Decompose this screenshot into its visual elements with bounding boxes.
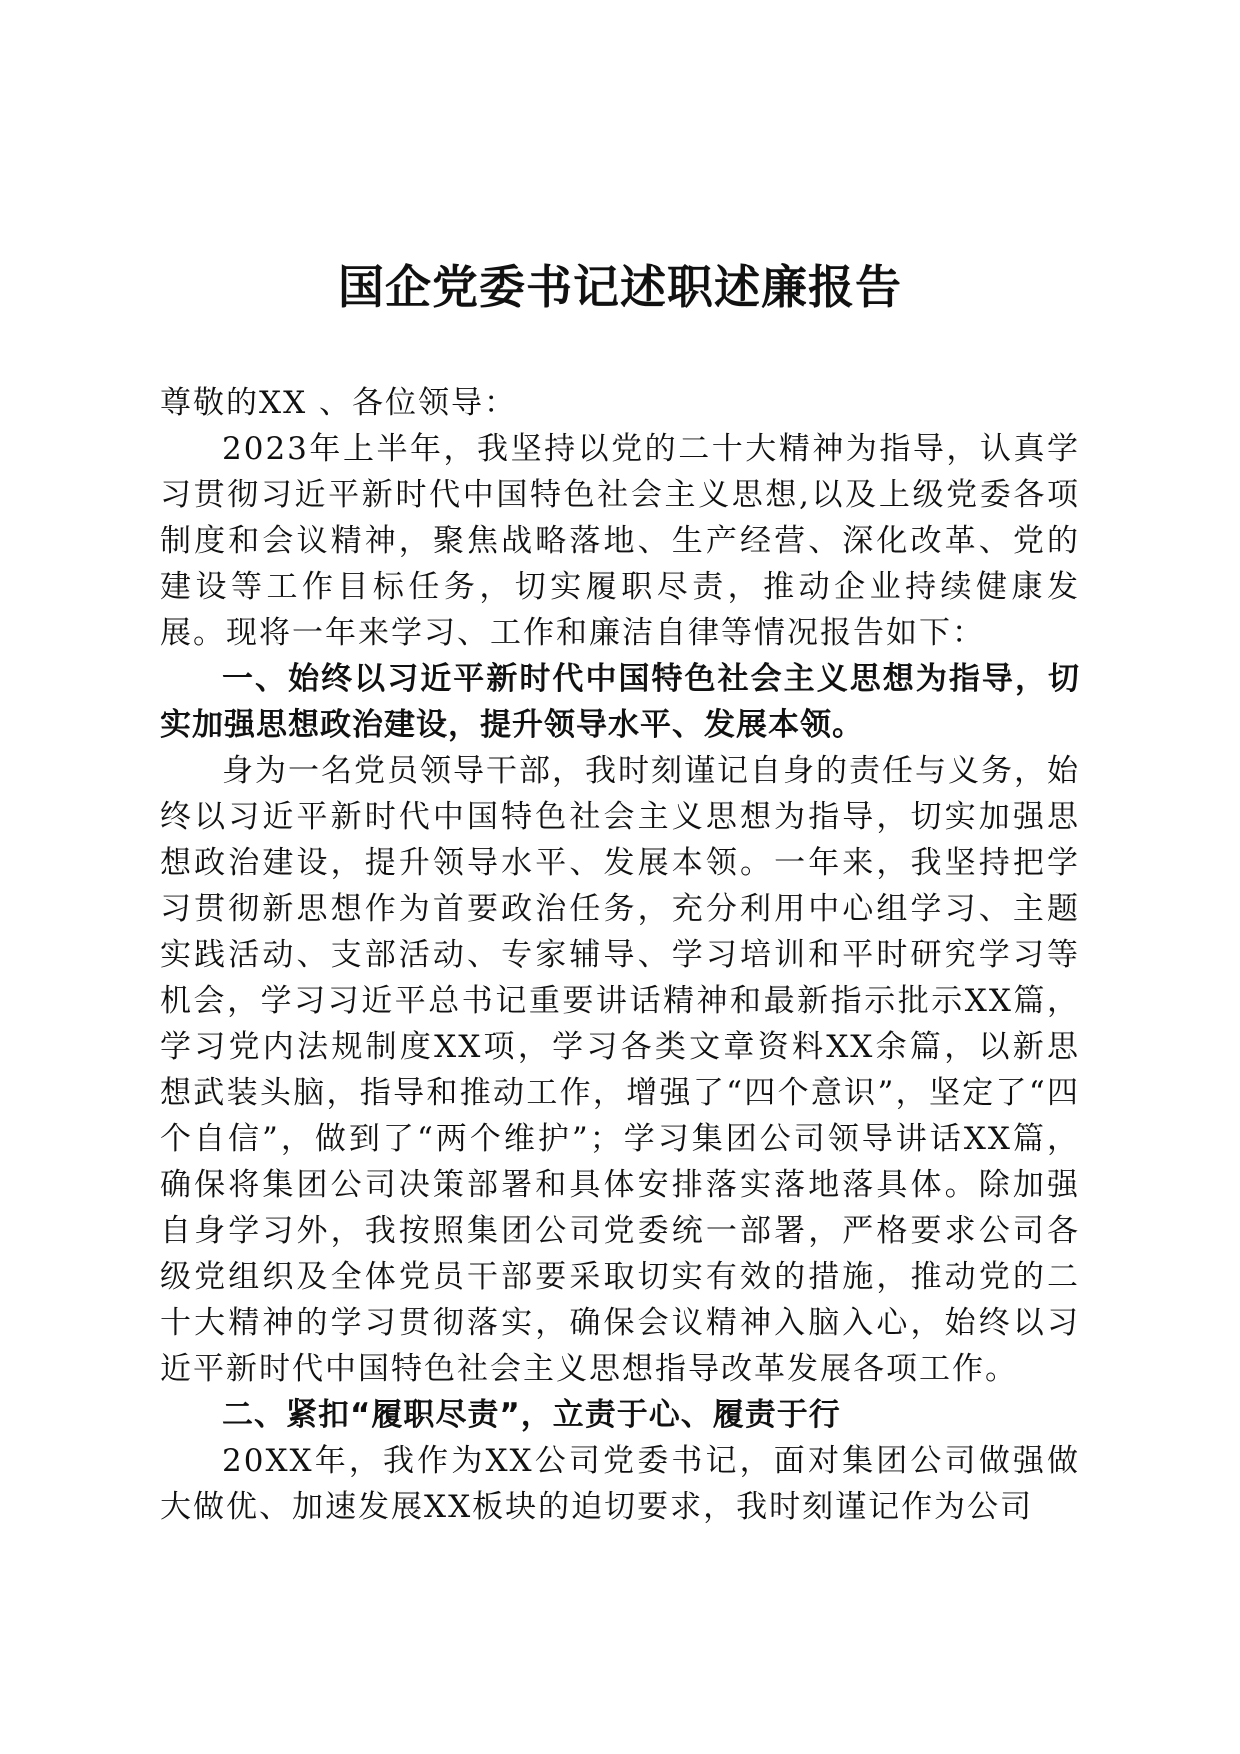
document-body [160, 380, 1080, 1530]
section-heading-1: 一、始终以习近平新时代中国特色社会主义思想为指导，切实加强思想政治建设，提升领导水平、发展本领。 [160, 661, 1080, 743]
section-1-paragraph: 身为一名党员领导干部，我时刻谨记自身的责任与义务，始终以习近平新时代中国特色社会主义思想为指导，切实加强思想政治建设，提升领导水平、发展本领。一年来，我坚持把学习贯彻新思想作为首要政治任务，充分利用中心组学习、主题实践活动、支部活动、专家辅导、学习培训和平时研究学习等机会，学习习近平总书记重要讲话精神和最新指示批示XX篇，学习党内法规制度XX项，学习各类文章资料XX余篇，以新思想武装头脑，指导和推动工作，增强了“四个意识”，坚定了“四个自信”，做到了“两个维护”；学习集团公司领导讲话XX篇，确保将集团公司决策部署和具体安排落实落地落具体。除加强自身学习外，我按照集团公司党委统一部署，严格要求公司各级党组织及全体党员干部要采取切实有效的措施，推动党的二十大精神的学习贯彻落实，确保会议精神入脑入心，始终以习近平新时代中国特色社会主义思想指导改革发展各项工作。 [160, 753, 1080, 1387]
intro-paragraph: 2023年上半年，我坚持以党的二十大精神为指导，认真学习贯彻习近平新时代中国特色社会主义思想,以及上级党委各项制度和会议精神，聚焦战略落地、生产经营、深化改革、党的建设等工作目标任务，切实履职尽责，推动企业持续健康发展。现将一年来学习、工作和廉洁自律等情况报告如下： [160, 431, 1080, 651]
salutation: 尊敬的XX 、各位领导： [160, 385, 517, 421]
section-heading-2: 二、紧扣“履职尽责”，立责于心、履责于行 [222, 1397, 841, 1433]
document-title: 国企党委书记述职述廉报告 [338, 260, 902, 314]
section-2-paragraph: 20XX年，我作为XX公司党委书记，面对集团公司做强做大做优、加速发展XX板块的迫切要求，我时刻谨记作为公司 [160, 1443, 1080, 1525]
